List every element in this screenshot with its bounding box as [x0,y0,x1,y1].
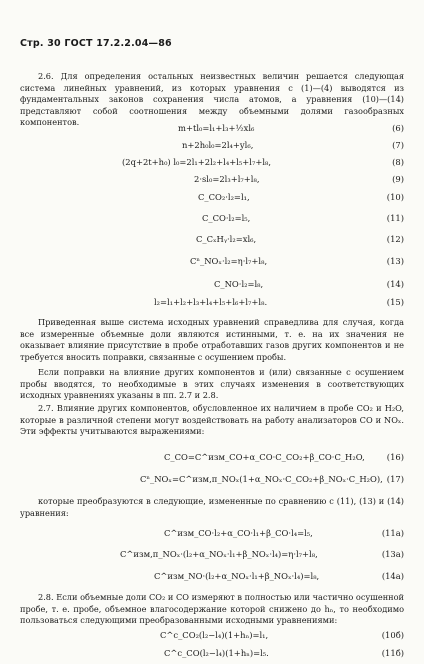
equation-13: Cⁿ_NOₓ·l₂=η·l₇+l₈, [190,256,268,266]
paragraph-2-7: 2.7. Влияние других компонентов, обусловленное их наличием в пробе CO₂ и H₂O, которые в различной степени могут воздействовать на работу анализаторов CO и NOₓ. Эти эффекты учитываются выражениями: [20,403,404,437]
equation-11a: C^изм_CO·l₂+α_CO·l₁+β_CO·l₄=l₅, [164,528,313,538]
equation-14: C_NO·l₂=l₈, [214,279,264,289]
equation-13a: C^изм,п_NOₓ·(l₂+α_NOₓ·l₁+β_NOₓ·l₄)=η·l₇+l₈, [120,549,318,559]
equation-11: C_CO·l₂=l₅, [202,213,251,223]
paragraph-2-8: 2.8. Если объемные доли CO₂ и CO измеряют в полностью или частично осушенной пробе, т. е. пробе, объемное влагосодержание которой снижено до hₙ, то необходимо пользоваться следующими преобразованными исходными уравнениями: [20,592,404,626]
equation-10: C_CO₂·l₂=l₁, [198,192,250,202]
equation-12: C_CₓHᵧ·l₂=xl₆, [196,234,257,244]
equation-6: m+tl₀=l₁+l₃+½xl₆ [178,123,255,133]
equation-6-number: (6) [392,123,404,133]
equation-17-number: (17) [386,474,404,484]
equation-15: l₂=l₁+l₂+l₃+l₄+l₅+l₆+l₇+l₈. [154,297,268,307]
equation-7-number: (7) [392,140,404,150]
equation-13a-number: (13а) [381,549,404,559]
equation-10b: C^с_CO₂(l₂−l₄)(1+hₙ)=l₁, [160,630,269,640]
equation-9: 2·sl₀=2l₃+l₇+l₈, [194,174,260,184]
equation-16-number: (16) [386,452,404,462]
paragraph-transformed: которые преобразуются в следующие, измененные по сравнению с (11), (13) и (14) уравнения: [20,496,404,518]
page-header: Стр. 30 ГОСТ 17.2.2.04—86 [20,38,172,49]
paragraph-2-6: 2.6. Для определения остальных неизвестных величин решается следующая система линейных уравнений, из которых уравнения с (1)—(4) выводятся из фундаментальных законов сохранения числа атомов, а уравнения (10)—(14) представляют собой соотношения между объемными долями газообразных компонентов. [20,71,404,128]
equation-12-number: (12) [386,234,404,244]
equation-8: (2q+2t+h₀) l₀=2l₁+2l₂+l₄+l₅+l₇+l₈, [122,157,272,167]
equation-11a-number: (11а) [381,528,404,538]
equation-13-number: (13) [386,256,404,266]
equation-10-number: (10) [386,192,404,202]
equation-14a: C^изм_NO·(l₂+α_NOₓ·l₁+β_NOₓ·l₄)=l₈, [154,571,320,581]
equation-8-number: (8) [392,157,404,167]
paragraph-corrections: Если поправки на влияние других компонентов и (или) связанные с осушением пробы вводятся, то необходимые в этих случаях изменения в соответствующих исходных уравнениях указаны в пп. 2.7 и 2.8. [20,367,404,401]
equation-7: n+2h₀l₀=2l₄+yl₆, [182,140,254,150]
paragraph-system-validity: Приведенная выше система исходных уравнений справедлива для случая, когда все измеренные объемные доли являются истинными, т. е. на их значения не оказывает влияние присутствие в пробе отработавших газов других компонентов и не требуется вносить поправки, связанные с осушением пробы. [20,317,404,362]
equation-15-number: (15) [386,297,404,307]
equation-11-number: (11) [386,213,404,223]
equation-17: Cⁿ_NOₓ=C^изм,п_NOₓ(1+α_NOₓ·C_CO₂+β_NOₓ·C_H₂O), [140,474,383,484]
equation-11b-number: (11б) [381,648,404,658]
equation-10b-number: (10б) [381,630,404,640]
equation-14a-number: (14а) [381,571,404,581]
equation-14-number: (14) [386,279,404,289]
equation-9-number: (9) [392,174,404,184]
equation-16: C_CO=C^изм_CO+α_CO·C_CO₂+β_CO·C_H₂O, [164,452,365,462]
equation-11b: C^с_CO(l₂−l₄)(1+hₙ)=l₅. [164,648,269,658]
